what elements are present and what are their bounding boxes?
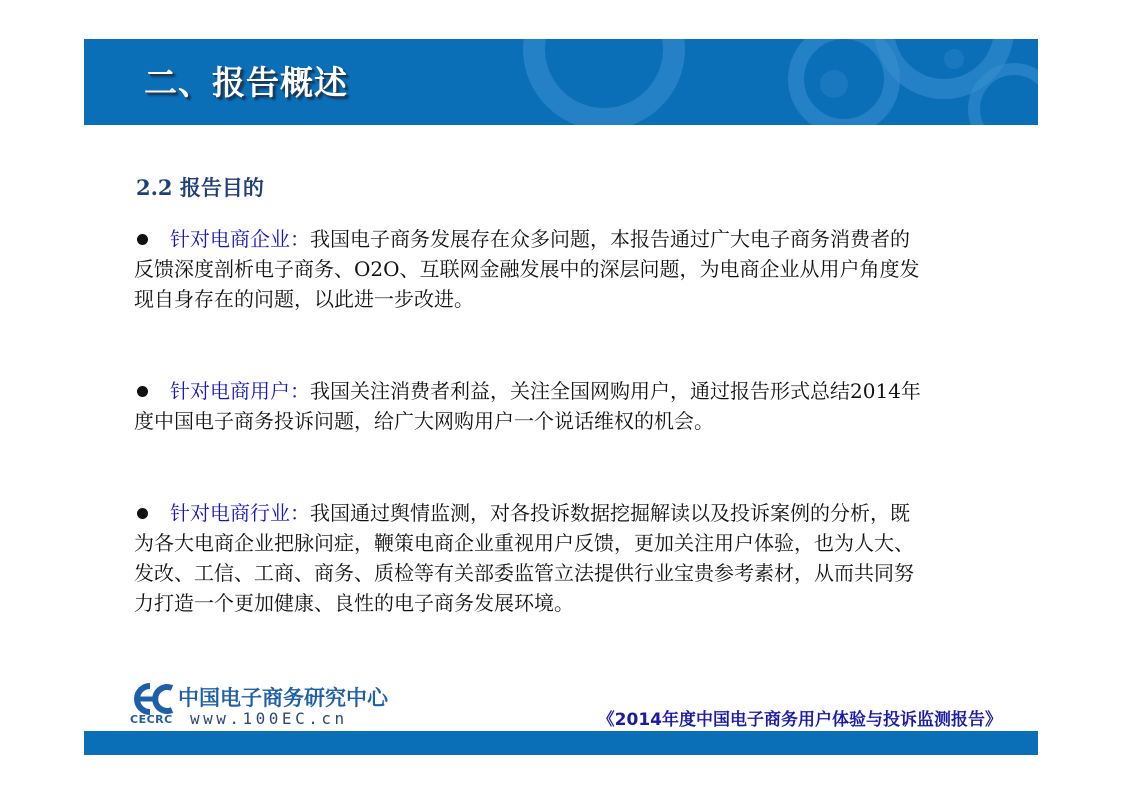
paragraph-lead: 针对电商用户：: [170, 379, 310, 403]
section-heading: 2.2 报告目的: [136, 175, 264, 200]
bullet-icon: [137, 234, 148, 245]
bullet-paragraph: [134, 498, 924, 618]
bullet-paragraph: [134, 224, 924, 314]
page-title: 二、报告概述: [144, 63, 348, 102]
bullet-icon: [137, 508, 148, 519]
paragraph-lead: 针对电商企业：: [170, 227, 310, 251]
footer-banner: [84, 731, 1038, 755]
logo-chinese-name: 中国电子商务研究中心: [178, 686, 388, 710]
header-banner: [84, 39, 1038, 125]
paragraph-body: 我国通过舆情监测，对各投诉数据挖掘解读以及投诉案例的分析，既为各大电商企业把脉问症，鞭策电商企业重视用户反馈，更加关注用户体验，也为人大、发改、工信、工商、商务、质检等有关部委监管立法提供行业宝贵参考素材，从而共同努力打造一个更加健康、良性的电子商务发展环境。: [134, 501, 914, 615]
content-area: [134, 224, 924, 618]
paragraph-body: 我国关注消费者利益，关注全国网购用户，通过报告形式总结2014年度中国电子商务投诉问题，给广大网购用户一个说话维权的机会。: [134, 379, 921, 433]
logo-abbreviation: CECRC: [130, 713, 173, 726]
logo-url: www.100EC.cn: [190, 709, 348, 728]
report-title: 《2014年度中国电子商务用户体验与投诉监测报告》: [597, 710, 1002, 730]
paragraph-body: 我国电子商务发展存在众多问题，本报告通过广大电子商务消费者的反馈深度剖析电子商务、O2O、互联网金融发展中的深层问题，为电商企业从用户角度发现自身存在的问题，以此进一步改进。: [134, 227, 920, 311]
cecrc-logo-icon: [128, 682, 176, 716]
bullet-paragraph: [134, 376, 924, 436]
bullet-icon: [137, 386, 148, 397]
cecrc-logo: [128, 680, 388, 728]
paragraph-lead: 针对电商行业：: [170, 501, 310, 525]
